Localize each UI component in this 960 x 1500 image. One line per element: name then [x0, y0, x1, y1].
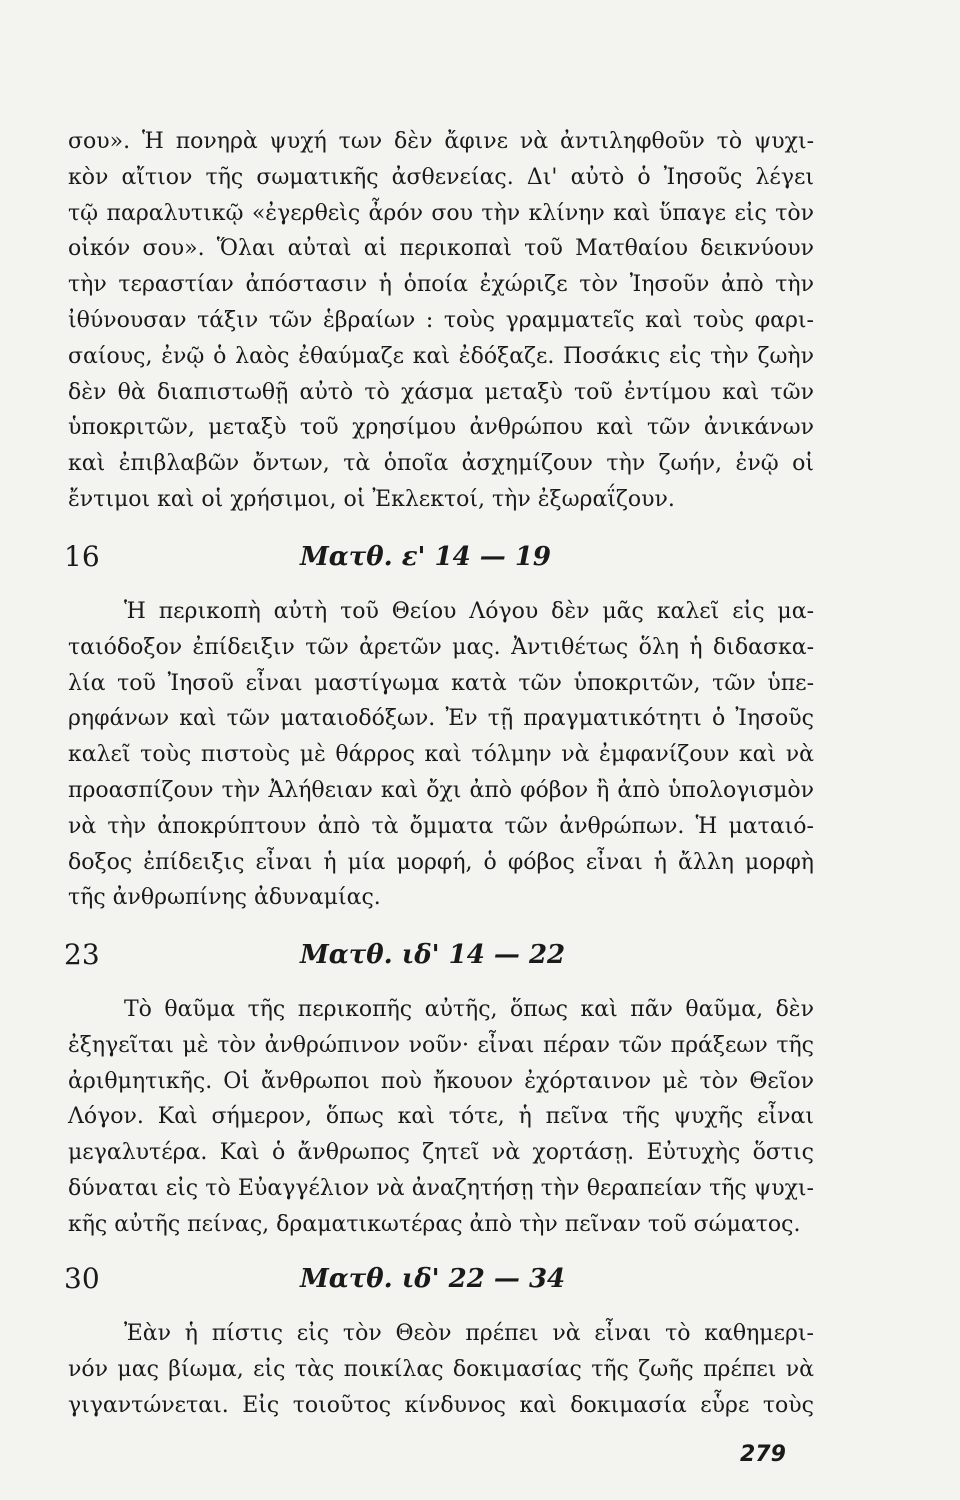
text-line: καὶ ἐπιβλαβῶν ὄντων, τὰ ὁποῖα ἀσχημίζουν τὴν ζωήν, ἐνῷ οἱ	[68, 451, 814, 477]
text-line: καλεῖ τοὺς πιστοὺς μὲ θάρρος καὶ τόλμην νὰ ἐμφανίζουν καὶ νὰ	[68, 742, 814, 768]
section-number: 23	[64, 938, 100, 971]
text-line: ρηφάνων καὶ τῶν ματαιοδόξων. Ἐν τῇ πραγματικότητι ὁ Ἰησοῦς	[68, 706, 814, 732]
paragraph-section-30	[68, 1316, 814, 1423]
text-line: ταιόδοξον ἐπίδειξιν τῶν ἀρετῶν μας. Ἀντιθέτως ὅλη ἡ διδασκα-	[68, 634, 814, 660]
section-heading-30	[64, 1262, 824, 1302]
section-number: 30	[64, 1262, 100, 1295]
section-reference: Ματθ. ε' 14 — 19	[300, 542, 552, 572]
text-line: λία τοῦ Ἰησοῦ εἶναι μαστίγωμα κατὰ τῶν ὑποκριτῶν, τῶν ὑπε-	[68, 670, 814, 696]
text-line: δύναται εἰς τὸ Εὐαγγέλιον νὰ ἀναζητήσῃ τὴν θεραπείαν τῆς ψυχι-	[68, 1175, 814, 1201]
text-line: τὴν τεραστίαν ἀπόστασιν ἡ ὁποία ἐχώριζε τὸν Ἰησοῦν ἀπὸ τὴν	[68, 272, 814, 298]
section-reference: Ματθ. ιδ' 14 — 22	[300, 940, 566, 970]
text-line: προασπίζουν τὴν Ἀλήθειαν καὶ ὄχι ἀπὸ φόβον ἢ ἀπὸ ὑπολογισμὸν	[68, 777, 814, 803]
text-line: σου». Ἡ πονηρὰ ψυχή των δὲν ἄφινε νὰ ἀντιληφθοῦν τὸ ψυχι-	[68, 129, 814, 154]
text-line: Λόγον. Καὶ σήμερον, ὅπως καὶ τότε, ἡ πεῖνα τῆς ψυχῆς εἶναι	[68, 1104, 814, 1130]
text-line: δοξος ἐπίδειξις εἶναι ἡ μία μορφή, ὁ φόβος εἶναι ἡ ἄλλη μορφὴ	[68, 849, 814, 875]
paragraph-intro	[68, 124, 814, 518]
text-line: νὰ τὴν ἀποκρύπτουν ἀπὸ τὰ ὄμματα τῶν ἀνθρώπων. Ἡ ματαιό-	[68, 813, 814, 839]
text-line: Τὸ θαῦμα τῆς περικοπῆς αὐτῆς, ὅπως καὶ πᾶν θαῦμα, δὲν	[124, 997, 814, 1022]
section-heading-16	[64, 540, 824, 580]
text-line: τῆς ἀνθρωπίνης ἀδυναμίας.	[68, 885, 381, 911]
text-line: ἀριθμητικῆς. Οἱ ἄνθρωποι ποὺ ἤκουον ἐχόρταινον μὲ τὸν Θεῖον	[68, 1068, 814, 1094]
text-line: μεγαλυτέρα. Καὶ ὁ ἄνθρωπος ζητεῖ νὰ χορτάσῃ. Εὐτυχὴς ὅστις	[68, 1140, 814, 1166]
text-line: κὸν αἴτιον τῆς σωματικῆς ἀσθενείας. Δι' αὐτὸ ὁ Ἰησοῦς λέγει	[68, 164, 814, 190]
text-line: ἰθύνουσαν τάξιν τῶν ἑβραίων : τοὺς γραμματεῖς καὶ τοὺς φαρι-	[68, 307, 814, 333]
text-line: ὑποκριτῶν, μεταξὺ τοῦ χρησίμου ἀνθρώπου καὶ τῶν ἀνικάνων	[68, 415, 814, 441]
text-line: Ἐὰν ἡ πίστις εἰς τὸν Θεὸν πρέπει νὰ εἶναι τὸ καθημερι-	[124, 1321, 814, 1346]
text-line: ἔντιμοι καὶ οἱ χρήσιμοι, οἱ Ἐκλεκτοί, τὴν ἐξωραΐζουν.	[68, 486, 675, 512]
text-line: ἐξηγεῖται μὲ τὸν ἀνθρώπινον νοῦν· εἶναι πέραν τῶν πράξεων τῆς	[68, 1032, 814, 1058]
text-line: τῷ παραλυτικῷ «ἐγερθεὶς ἆρόν σου τὴν κλίνην καὶ ὕπαγε εἰς τὸν	[68, 200, 814, 226]
text-line: σαίους, ἐνῷ ὁ λαὸς ἐθαύμαζε καὶ ἐδόξαζε. Ποσάκις εἰς τὴν ζωὴν	[68, 343, 814, 369]
text-line: οἰκόν σου». Ὅλαι αὐταὶ αἱ περικοπαὶ τοῦ Ματθαίου δεικνύουν	[68, 236, 814, 262]
paragraph-section-23	[68, 992, 814, 1243]
text-line: κῆς αὐτῆς πείνας, δραματικωτέρας ἀπὸ τὴν πεῖναν τοῦ σώματος.	[68, 1211, 801, 1237]
page-number: 279	[740, 1442, 786, 1467]
text-line: γιγαντώνεται. Εἰς τοιοῦτος κίνδυνος καὶ δοκιμασία εὗρε τοὺς	[68, 1392, 814, 1418]
text-line: δὲν θὰ διαπιστωθῇ αὐτὸ τὸ χάσμα μεταξὺ τοῦ ἐντίμου καὶ τῶν	[68, 379, 814, 405]
text-line: Ἡ περικοπὴ αὐτὴ τοῦ Θείου Λόγου δὲν μᾶς καλεῖ εἰς μα-	[124, 599, 814, 624]
section-number: 16	[64, 540, 100, 573]
paragraph-section-16	[68, 594, 814, 916]
text-line: νόν μας βίωμα, εἰς τὰς ποικίλας δοκιμασίας τῆς ζωῆς πρέπει νὰ	[68, 1356, 814, 1382]
section-reference: Ματθ. ιδ' 22 — 34	[300, 1264, 566, 1294]
section-heading-23	[64, 938, 824, 978]
